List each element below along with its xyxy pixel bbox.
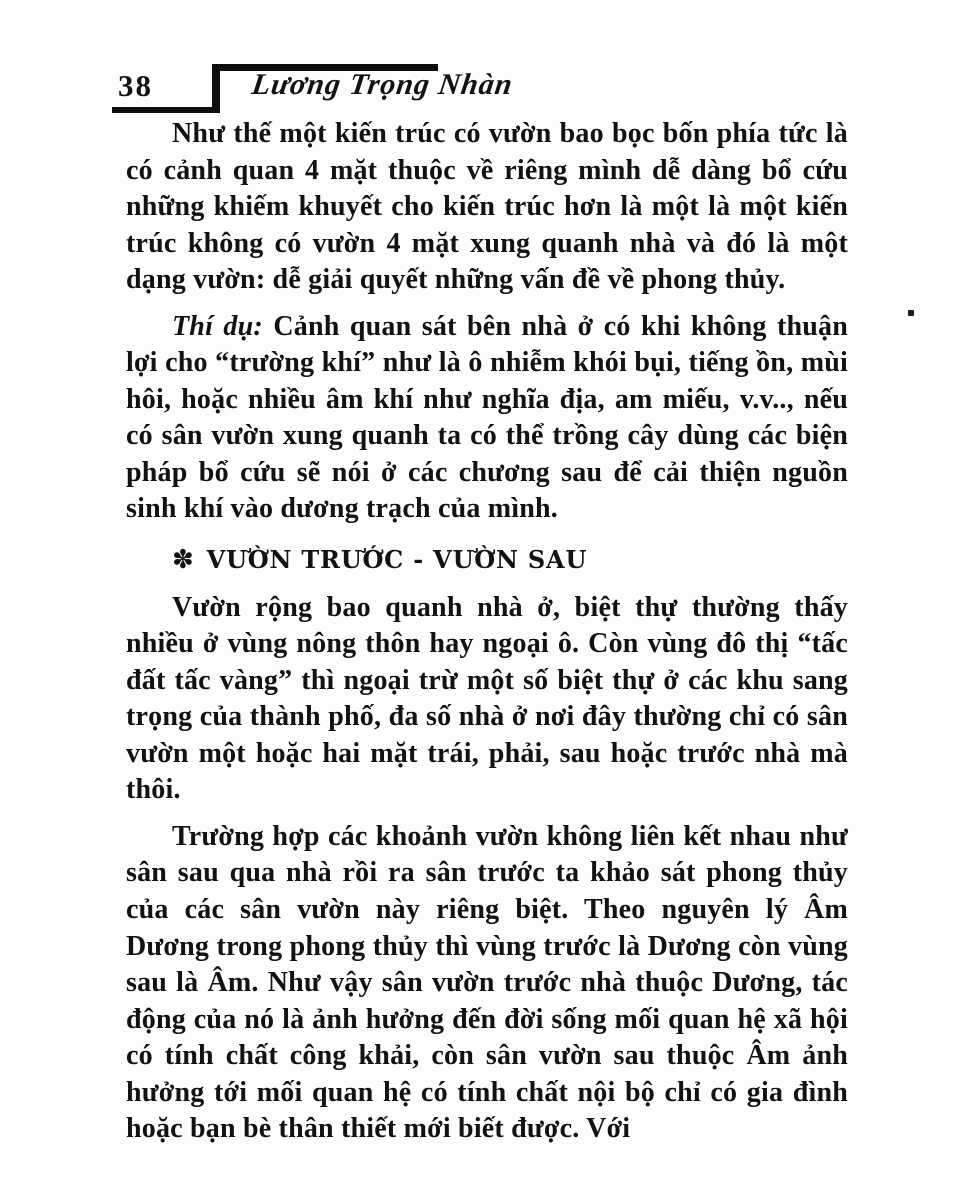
header-rule-bottom bbox=[112, 107, 220, 113]
paragraph-lead-italic: Thí dụ: bbox=[172, 310, 263, 342]
section-heading bbox=[126, 544, 848, 578]
paragraph-text: Cảnh quan sát bên nhà ở có khi không thuận lợi cho “trường khí” như là ô nhiễm khói bụi, tiếng ồn, mùi hôi, hoặc nhiều âm khí như nghĩa địa, am miếu, v.v.., nếu có sân vườn xung quanh ta có thể trồng cây dùng các biện pháp bổ cứu sẽ nói ở các chương sau để cải thiện nguồn sinh khí vào dương trạch của mình. bbox=[126, 310, 848, 525]
text-block bbox=[126, 116, 848, 1158]
section-heading-label: VƯỜN TRƯỚC - VƯỜN SAU bbox=[206, 544, 588, 574]
running-header-author: Lương Trọng Nhàn bbox=[249, 68, 516, 101]
paragraph: Trường hợp các khoảnh vườn không liên kết nhau như sân sau qua nhà rồi ra sân trước ta khảo sát phong thủy của các sân vườn này riêng biệt. Theo nguyên lý Âm Dương trong phong thủy thì vùng trước là Dương còn vùng sau là Âm. Như vậy sân vườn trước nhà thuộc Dương, tác động của nó là ảnh hưởng đến đời sống mối quan hệ xã hội có tính chất công khải, còn sân vườn sau thuộc Âm ảnh hưởng tới mối quan hệ có tính chất nội bộ chỉ có gia đình hoặc bạn bè thân thiết mới biết được. Với bbox=[126, 820, 848, 1145]
paragraph: Như thế một kiến trúc có vườn bao bọc bốn phía tức là có cảnh quan 4 mặt thuộc về riêng mình dễ dàng bổ cứu những khiếm khuyết cho kiến trúc hơn là một là một kiến trúc không có vườn 4 mặt xung quanh nhà và đó là một dạng vườn: dễ giải quyết những vấn đề về phong thủy. bbox=[126, 118, 848, 296]
header-rule-vertical bbox=[212, 64, 220, 113]
paragraph: Vườn rộng bao quanh nhà ở, biệt thự thường thấy nhiều ở vùng nông thôn hay ngoại ô. Còn vùng đô thị “tấc đất tấc vàng” thì ngoại trừ một số biệt thự ở các khu sang trọng của thành phố, đa số nhà ở nơi đây thường chỉ có sân vườn một hoặc hai mặt trái, phải, sau hoặc trước nhà mà thôi. bbox=[126, 591, 848, 806]
asterisk-flower-icon: ✽ bbox=[172, 544, 195, 575]
ink-speck bbox=[908, 310, 914, 316]
paragraph bbox=[126, 309, 848, 528]
page-number: 38 bbox=[118, 68, 153, 103]
